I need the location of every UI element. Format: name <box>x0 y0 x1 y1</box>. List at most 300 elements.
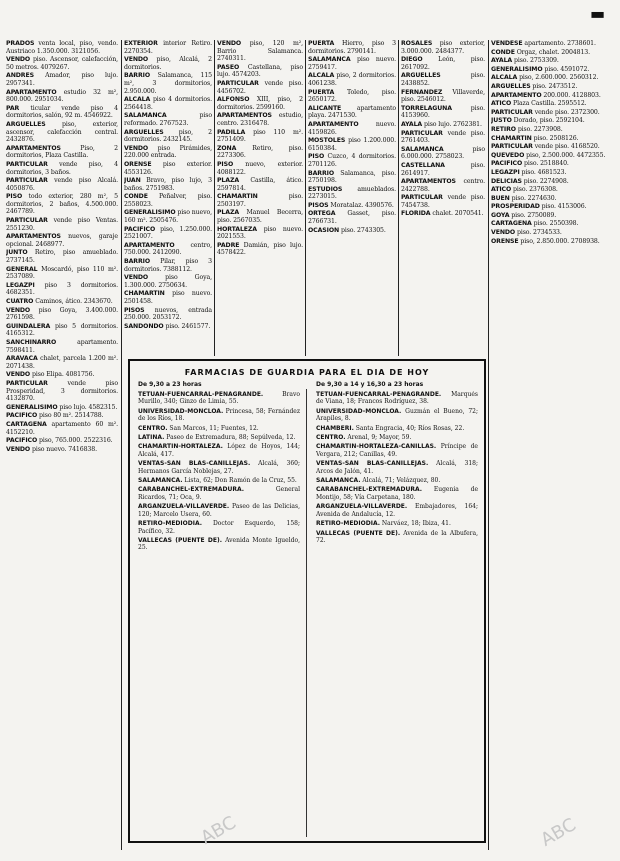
classified-ad-heading: VENDO <box>491 229 516 237</box>
classified-ad-text: Villaverde, piso. 2546012. <box>401 88 485 104</box>
classified-ad <box>6 298 118 306</box>
classified-ad-heading: PACIFICO <box>491 160 523 168</box>
classified-ad <box>124 112 212 127</box>
classified-ad-text: piso. 2461577. <box>163 322 211 330</box>
classified-ad-text: piso Elipa. 4081756. <box>30 371 95 379</box>
classified-ad-text: venta local, piso, vendo. Austriaco 1.350.000. 3121056. <box>6 40 118 55</box>
classified-ad <box>491 186 609 194</box>
classified-ad-heading: LEGAZPI <box>491 168 520 176</box>
classified-ad-text: Salamanca, 115 m², 3 dormitorios, 2.950.000. <box>124 72 212 95</box>
classified-ad-text: piso. 2508126. <box>531 134 579 142</box>
classified-ad-heading: GOYA <box>491 211 510 219</box>
classified-ad <box>124 209 212 224</box>
pharmacy-entry-text: Guzmán el Bueno, 72; Arapiles, 8. <box>316 407 478 423</box>
classified-ad-text: vende piso. 4456702. <box>217 79 303 95</box>
classified-ad <box>308 210 396 225</box>
pharmacy-entry-text: Doctor Esquerdo, 158; Pacífico, 32. <box>138 520 300 535</box>
classified-ad <box>401 56 485 71</box>
classified-ad <box>124 307 212 322</box>
classified-ad-text: piso, 2.600.000. 2560312. <box>517 74 599 82</box>
classified-ad-text: piso. 2753309. <box>512 57 559 65</box>
classified-ad-heading: PRADOS <box>6 40 35 47</box>
pharmacy-entry-heading: CENTRO. <box>316 434 346 442</box>
pharmacy-left-hours: De 9,30 a 23 horas <box>138 381 202 388</box>
classified-ad-heading: PADILLA <box>217 128 246 136</box>
pharmacy-entry <box>138 391 300 406</box>
classified-ad-heading: ESTUDIOS <box>308 185 343 193</box>
classified-ad <box>401 72 485 87</box>
classified-ad-text: vende piso Ventas. 2551230. <box>6 217 118 232</box>
classified-ad-text: piso. 2750089. <box>509 211 557 219</box>
classified-ad-heading: ROSALES <box>401 40 433 47</box>
pharmacy-entry-text: General Ricardos, 71; Oca, 9. <box>138 486 300 501</box>
classified-ad <box>401 210 485 218</box>
pharmacy-entry <box>316 408 478 423</box>
classified-ad-heading: ALCALA <box>124 96 151 104</box>
classified-ad-text: Bravo, piso lujo, 3 baños. 2751983. <box>124 177 212 192</box>
classified-ad-text: piso. 2734533. <box>515 229 562 237</box>
classified-ad <box>491 109 609 117</box>
classified-ad-text: Castellana, piso lujo. 4574203. <box>217 63 303 79</box>
pharmacy-entry-text: Arenal, 9; Mayor, 59. <box>345 434 412 442</box>
classified-ad-heading: TORRELAGUNA <box>401 104 452 112</box>
classified-ad <box>6 249 118 264</box>
classified-ad-heading: BARRIO <box>308 169 334 177</box>
watermark: ABC <box>537 814 580 851</box>
classified-ad-heading: PLAZA <box>217 177 240 185</box>
pharmacy-divider <box>306 389 307 837</box>
classified-ad <box>401 89 485 104</box>
classified-ad <box>217 80 303 95</box>
classified-ad <box>6 437 118 445</box>
classified-ad-heading: SALAMANCA <box>124 112 167 120</box>
pharmacy-entry-heading: SALAMANCA. <box>138 477 183 485</box>
classified-ad-heading: QUEVEDO <box>491 151 525 159</box>
classified-ad-heading: ANDRES <box>6 72 34 80</box>
classified-ad <box>6 161 118 176</box>
pharmacy-entry <box>138 443 300 458</box>
classified-ad-text: piso 3 dormitorios. 4682351. <box>6 281 118 297</box>
classified-ad <box>6 145 118 160</box>
classified-ad-heading: PACIFICO <box>124 225 156 233</box>
classified-ad <box>308 202 396 210</box>
classified-ad-heading: GENERALISIMO <box>124 209 176 217</box>
classified-ad-heading: DELICIAS <box>491 177 522 185</box>
classified-ad-heading: LEGAZPI <box>6 281 35 289</box>
classified-ad-heading: BARRIO <box>124 72 150 80</box>
classified-ad-text: piso, 2 dormitorios. 4061238. <box>308 72 396 87</box>
classified-ad-heading: ORENSE <box>491 237 519 245</box>
classified-ad-text: piso nuevo, 160 m². 2505476. <box>124 209 212 225</box>
column-4 <box>308 40 396 356</box>
classified-ad-text: estudio 32 m², 800.000. 2951034. <box>6 88 118 104</box>
pharmacy-entry-text: Paseo de Extremadura, 88; Sepúlveda, 12. <box>164 434 296 442</box>
classified-ad <box>124 56 212 71</box>
classified-ad-text: Orgaz, chalet. 2004813. <box>514 48 591 56</box>
classified-ad-text: piso, 765.000. 2522316. <box>37 437 113 445</box>
pharmacy-entry-text: Marqués de Viana, 18; Francos Rodríguez, 38. <box>316 391 478 406</box>
classified-ad-text: nuevos, entrada 250.000. 2053172. <box>124 306 212 322</box>
classified-ad <box>6 233 118 248</box>
pharmacy-left-list <box>138 391 300 837</box>
classified-ad-heading: GUINDALERA <box>6 322 51 330</box>
classified-ad-heading: PISO <box>308 153 325 161</box>
classified-ad-text: XIII, piso, 2 dormitorios. 2599160. <box>217 96 303 111</box>
classified-ad-heading: CONDE <box>124 193 148 201</box>
classified-ad-heading: APARTAMENTOS <box>217 112 272 120</box>
classified-ad <box>6 177 118 192</box>
classified-ad-text: piso Pirámides, 220.000 entrada. <box>124 144 212 160</box>
classified-ad-heading: ARGUELLES <box>124 128 164 136</box>
classified-ad-heading: PARTICULAR <box>491 143 533 151</box>
classified-ad <box>491 195 609 203</box>
classified-ad-heading: PACIFICO <box>6 412 38 420</box>
classified-ad-text: piso. Ascensor, calefacción, 50 metros. 4079267. <box>6 56 118 71</box>
classified-ad-heading: GENERALISIMO <box>6 403 58 411</box>
pharmacy-entry-heading: VALLECAS (PUENTE DE). <box>316 529 401 537</box>
classified-ad <box>308 137 396 152</box>
classified-ad-heading: PISOS <box>124 306 145 314</box>
classified-ad-heading: HORTALEZA <box>217 225 257 233</box>
classified-ad <box>308 121 396 136</box>
column-1 <box>6 40 118 850</box>
classified-ad-text: piso. 2473512. <box>530 82 578 90</box>
classified-ad-text: piso lujo. 4582315. <box>57 403 118 411</box>
classified-ad-text: piso 110 m². 2751409. <box>217 128 303 144</box>
pharmacy-entry-heading: VALLECAS (PUENTE DE). <box>138 536 222 544</box>
classified-ad <box>6 266 118 281</box>
pharmacy-box <box>128 359 486 843</box>
classified-ad-text: centro, 750.000. 2412090. <box>124 241 212 257</box>
classified-ad-heading: APARTAMENTO <box>124 241 175 249</box>
classified-ad-heading: CHAMARTIN <box>124 290 165 298</box>
classified-ad-text: piso. 4153006. <box>539 203 587 211</box>
pharmacy-entry-text: Narváez, 18; Ibiza, 41. <box>380 520 451 528</box>
classified-ad-text: piso 1.200.000. 6150384. <box>308 137 396 152</box>
classified-ad <box>308 170 396 185</box>
classified-ad <box>491 49 609 57</box>
classified-ad <box>6 307 118 322</box>
classified-ad-heading: SALAMANCA <box>308 56 351 64</box>
classified-ad-text: Moratalaz. 4390576. <box>328 201 394 209</box>
pharmacy-entry-heading: VENTAS-SAN BLAS-CANILLEJAS. <box>316 460 429 468</box>
pharmacy-entry <box>316 503 478 518</box>
classified-ad <box>308 227 396 235</box>
classified-ad-text: chalet. 2070541. <box>430 210 484 218</box>
classified-ad-text: piso. 2614917. <box>401 161 485 177</box>
classified-ad-text: ticular vende piso 4 dormitorios, salón, 92 m. 4546922. <box>6 104 118 120</box>
classified-ad-text: piso, Alcalá, 2 dormitorios. <box>124 56 212 71</box>
pharmacy-entry-text: Lista, 62; Don Ramón de la Cruz, 55. <box>182 477 297 485</box>
pharmacy-entry-text: Eugenia de Montijo, 58; Vía Carpetana, 180. <box>316 486 478 501</box>
classified-ad <box>308 56 396 71</box>
pharmacy-entry-heading: ARGANZUELA-VILLAVERDE. <box>316 503 408 511</box>
classified-ad <box>6 282 118 297</box>
classified-ad-text: chalet, parcela 1.200 m². 2071438. <box>6 355 118 370</box>
classified-ad-text: apartamento. 2738601. <box>522 40 596 47</box>
classified-ad <box>217 226 303 241</box>
classified-ad <box>308 105 396 120</box>
classified-ad <box>124 129 212 144</box>
classified-ad-text: piso Goya, 1.300.000. 2750634. <box>124 274 212 289</box>
pharmacy-entry-text: Princesa, 58; Fernández de los Ríos, 18. <box>138 407 300 423</box>
classified-ad <box>308 186 396 201</box>
classified-ad-text: piso 6.000.000. 2758023. <box>401 145 485 161</box>
classified-ad <box>308 40 396 55</box>
classified-ad-heading: CUATRO <box>6 298 34 305</box>
classified-ad-heading: VENDO <box>6 306 31 314</box>
classified-ad-text: Retiro, piso. 2273306. <box>217 144 303 160</box>
classified-ad-heading: ARGUELLES <box>491 82 531 90</box>
pharmacy-entry <box>138 425 300 432</box>
classified-ad-text: Moscardó, piso 110 m². 2537089. <box>6 265 118 281</box>
classified-ad-text: piso. 2503197. <box>217 193 303 208</box>
pharmacy-entry <box>316 391 478 406</box>
pharmacy-entry <box>316 460 478 475</box>
classified-ad <box>124 40 212 55</box>
classified-ad-heading: JUSTO <box>491 117 512 125</box>
classified-ad-heading: SANCHINARRO <box>6 338 57 346</box>
classified-ad-heading: PUERTA <box>308 88 335 96</box>
classified-ad <box>491 178 609 186</box>
pharmacy-entry <box>316 425 478 432</box>
classified-ad-heading: PISO <box>6 193 23 201</box>
pharmacy-entry-heading: LATINA. <box>138 434 165 442</box>
classified-ad-text: piso. 4681523. <box>519 168 567 176</box>
pharmacy-entry-heading: CARABANCHEL-EXTREMADURA. <box>316 486 423 494</box>
column-6 <box>491 40 609 850</box>
classified-ad-text: piso reformado. 2767523. <box>124 112 212 127</box>
classified-ad <box>6 339 118 354</box>
pharmacy-entry <box>316 486 478 501</box>
classified-ad-heading: PUERTA <box>308 40 335 47</box>
classified-ad <box>217 242 303 257</box>
classified-ad <box>124 72 212 95</box>
classified-ad-heading: SALAMANCA <box>401 145 444 153</box>
pharmacy-entry <box>138 477 300 484</box>
classified-ad-text: vende piso Alcalá. 4050876. <box>6 177 118 192</box>
pharmacy-entry-heading: RETIRO-MEDIODIA. <box>138 520 202 528</box>
classified-ad <box>124 323 212 331</box>
classified-ad <box>6 404 118 412</box>
classified-ad-heading: CHAMARTIN <box>217 193 258 201</box>
pharmacy-entry-text: Alcalá, 318; Arcos de Jalón, 41. <box>316 460 478 475</box>
classified-ad-heading: ALCALA <box>491 74 518 82</box>
pharmacy-entry <box>138 460 300 475</box>
classified-ad <box>308 153 396 168</box>
classified-ad-heading: VENDESE <box>491 40 523 47</box>
classified-ad <box>491 229 609 237</box>
classified-ad-heading: CARTAGENA <box>6 420 47 428</box>
pharmacy-entry-text: Embajadores, 164; Avenida de Andalucía, 12. <box>316 503 478 518</box>
classified-ad <box>401 178 485 193</box>
classified-ad <box>491 74 609 82</box>
classified-ad-text: vende piso, 4 dormitorios, 3 baños. <box>6 160 118 176</box>
classified-ad-text: Amador, piso lujo. 2957341. <box>6 72 118 87</box>
classified-ad-text: León, piso. 2617092. <box>401 56 485 71</box>
classified-ad <box>124 242 212 257</box>
classified-ad <box>217 96 303 111</box>
pharmacy-entry-heading: RETIRO-MEDIODIA. <box>316 520 380 528</box>
watermark: ABC <box>197 812 240 849</box>
classified-ad-heading: PARTICULAR <box>401 194 443 202</box>
classified-ad-text: Salamanca, piso. 2750198. <box>308 169 396 185</box>
classified-ad-text: 200.000. 4128803. <box>541 91 601 99</box>
classified-ad-text: nuevos, garaje opcional. 2468977. <box>6 233 118 248</box>
pharmacy-entry-text: Santa Engracia, 40; Ríos Rosas, 22. <box>353 424 465 432</box>
classified-ad-heading: PARTICULAR <box>6 379 48 387</box>
classified-ad <box>124 193 212 208</box>
classified-ad-heading: ALICANTE <box>308 104 342 112</box>
classified-ad-heading: VENDO <box>124 56 149 64</box>
classified-ad-text: piso exterior. 4553126. <box>124 160 212 176</box>
classified-ad-heading: AYALA <box>401 120 423 128</box>
classified-ad <box>124 290 212 305</box>
classified-ad-text: piso nuevo. 2759417. <box>308 56 396 71</box>
classified-ad-heading: PARTICULAR <box>6 160 48 168</box>
classified-ad-text: Gasset, piso. 2766731. <box>308 210 396 226</box>
classified-ad <box>217 209 303 224</box>
classified-ad <box>491 238 609 246</box>
pharmacy-title: FARMACIAS DE GUARDIA PARA EL DIA DE HOY <box>184 368 430 377</box>
classified-ad-heading: ORENSE <box>124 160 152 168</box>
classified-ad <box>491 152 609 160</box>
classified-ad-text: Dorado, piso. 2592104. <box>511 117 585 125</box>
classified-ad-text: piso. 2438852. <box>401 72 485 87</box>
classified-ad <box>6 380 118 403</box>
classified-ad-heading: GENERAL <box>6 265 38 273</box>
classified-ad-heading: PASEO <box>217 63 240 71</box>
classified-ad-text: Hierro, piso 3 dormitorios. 2790141. <box>308 40 396 55</box>
classified-ad <box>6 56 118 71</box>
classified-ad <box>401 194 485 209</box>
classified-ad <box>217 112 303 127</box>
classified-ad-heading: PROSPERIDAD <box>491 203 540 211</box>
classified-ad-text: Manuel Becerra, piso. 2567035. <box>217 209 303 225</box>
classified-ad-heading: VENDO <box>124 144 149 152</box>
classified-ad <box>124 177 212 192</box>
classified-ad-heading: ARGUELLES <box>6 120 46 128</box>
classified-ad-text: apartamento 60 m². 4152210. <box>6 420 118 436</box>
pharmacy-entry-heading: SALAMANCA. <box>316 477 361 485</box>
classified-ad-heading: VENDO <box>217 40 242 47</box>
pharmacy-entry-text: San Marcos, 11; Fuentes, 12. <box>167 424 259 432</box>
classified-ad-text: piso nuevo. 7416838. <box>30 445 97 453</box>
pharmacy-entry <box>316 520 478 527</box>
classified-ad-heading: GENERALISIMO <box>491 65 543 73</box>
classified-ad <box>217 177 303 192</box>
classified-ad <box>6 193 118 216</box>
pharmacy-entry <box>138 408 300 423</box>
pharmacy-entry-text: Avenida de la Albufera, 72. <box>316 529 478 544</box>
classified-ad-text: vende piso. 2761403. <box>401 129 485 145</box>
classified-ad-text: vende piso Prosperidad, 3 dormitorios. 4132870. <box>6 379 118 403</box>
classified-ad <box>491 100 609 108</box>
column-divider <box>398 40 399 356</box>
classified-ad-heading: CONDE <box>491 48 515 56</box>
classified-ad <box>6 421 118 436</box>
classified-ad <box>124 145 212 160</box>
classified-ad <box>401 130 485 145</box>
pharmacy-entry-heading: CHAMARTIN-HORTALEZA. <box>138 443 223 451</box>
classified-ad <box>124 96 212 111</box>
classified-ad-heading: BUEN <box>491 194 510 202</box>
column-2 <box>124 40 212 356</box>
column-divider <box>488 40 489 850</box>
classified-ad-text: piso. 2274908. <box>521 177 569 185</box>
classified-ad <box>491 135 609 143</box>
pharmacy-entry-text: Paseo de las Delicias, 120; Marcelo Usera, 60. <box>138 503 300 518</box>
classified-ad <box>491 66 609 74</box>
classified-ad-heading: JUNTO <box>6 249 28 257</box>
pharmacy-entry <box>316 443 478 458</box>
column-divider <box>305 40 306 356</box>
pharmacy-entry-text: Bravo Murillo, 340; Ginzo de Limia, 55. <box>138 391 300 406</box>
classified-ad <box>124 274 212 289</box>
classified-ad-heading: ZONA <box>217 144 237 152</box>
classified-ad <box>491 117 609 125</box>
classified-ad-heading: PARTICULAR <box>6 177 48 185</box>
pharmacy-entry <box>138 434 300 441</box>
column-divider <box>214 40 215 356</box>
classified-ad-heading: CHAMARTIN <box>491 134 532 142</box>
pharmacy-entry-heading: UNIVERSIDAD-MONCLOA. <box>316 407 402 415</box>
classified-ad-heading: EXTERIOR <box>124 40 158 47</box>
classified-ad <box>217 64 303 79</box>
classified-ad-text: piso, exterior, ascensor, calefacción central. 2432876. <box>6 120 118 144</box>
classified-ad-text: estudio, centro. 2316478. <box>217 112 303 127</box>
classified-ad <box>6 217 118 232</box>
classified-ad-text: nuevo, exterior. 4088122. <box>217 160 303 176</box>
classified-ad-text: piso 5 dormitorios. 4165312. <box>6 322 118 338</box>
classified-ad-text: piso. 4591072. <box>542 65 590 73</box>
classified-ad-heading: PARTICULAR <box>6 217 48 225</box>
classified-ad <box>401 146 485 161</box>
classified-ad-heading: VENDO <box>6 56 31 64</box>
classified-ad-text: Toledo, piso. 2650172. <box>308 88 396 104</box>
classified-ad-text: nuevo. 4159826. <box>308 120 396 136</box>
classified-ad-text: piso. 2273908. <box>515 125 563 133</box>
classified-ad <box>124 258 212 273</box>
classified-ad-heading: PISO <box>217 160 234 168</box>
classified-ad-text: piso, 2.500.000. 4472355. <box>524 151 606 159</box>
pharmacy-entry-heading: CARABANCHEL-EXTREMADURA. <box>138 486 245 494</box>
classified-ad <box>124 226 212 241</box>
classified-ad-heading: PARTICULAR <box>401 129 443 137</box>
classified-ad-text: amueblados. 2273015. <box>308 185 396 201</box>
classified-ad-heading: APARTAMENTOS <box>6 144 61 152</box>
classified-ad-heading: CARTAGENA <box>491 220 532 228</box>
classified-ad-text: interior Retiro. 2270354. <box>124 40 212 55</box>
classified-ad-heading: VENDO <box>124 274 149 282</box>
pharmacy-entry-heading: VENTAS-SAN BLAS-CANILLEJAS. <box>138 460 251 468</box>
classified-ad-text: vende piso. 2372300. <box>532 108 600 116</box>
classified-ad-text: Plaza Castilla. 2595512. <box>511 100 587 108</box>
classified-ad-text: Castilla, ático. 2597814. <box>217 177 303 192</box>
classified-ad-heading: PARTICULAR <box>217 79 259 87</box>
classified-ad-heading: PAR <box>6 104 20 112</box>
classified-ad-heading: APARTAMENTO <box>308 120 359 128</box>
pharmacy-entry <box>138 503 300 518</box>
column-5 <box>401 40 485 356</box>
classified-ad-heading: DIEGO <box>401 56 423 64</box>
classified-ad-heading: VENDO <box>6 371 31 379</box>
corner-mark: ▬ <box>590 4 606 23</box>
classified-ad <box>6 412 118 420</box>
classified-ad-text: apartamento. 7598411. <box>6 338 118 354</box>
pharmacy-entry-text: López de Hoyos, 144; Alcalá, 417. <box>138 443 300 458</box>
classified-ad-text: vende piso. 4168520. <box>532 143 600 151</box>
